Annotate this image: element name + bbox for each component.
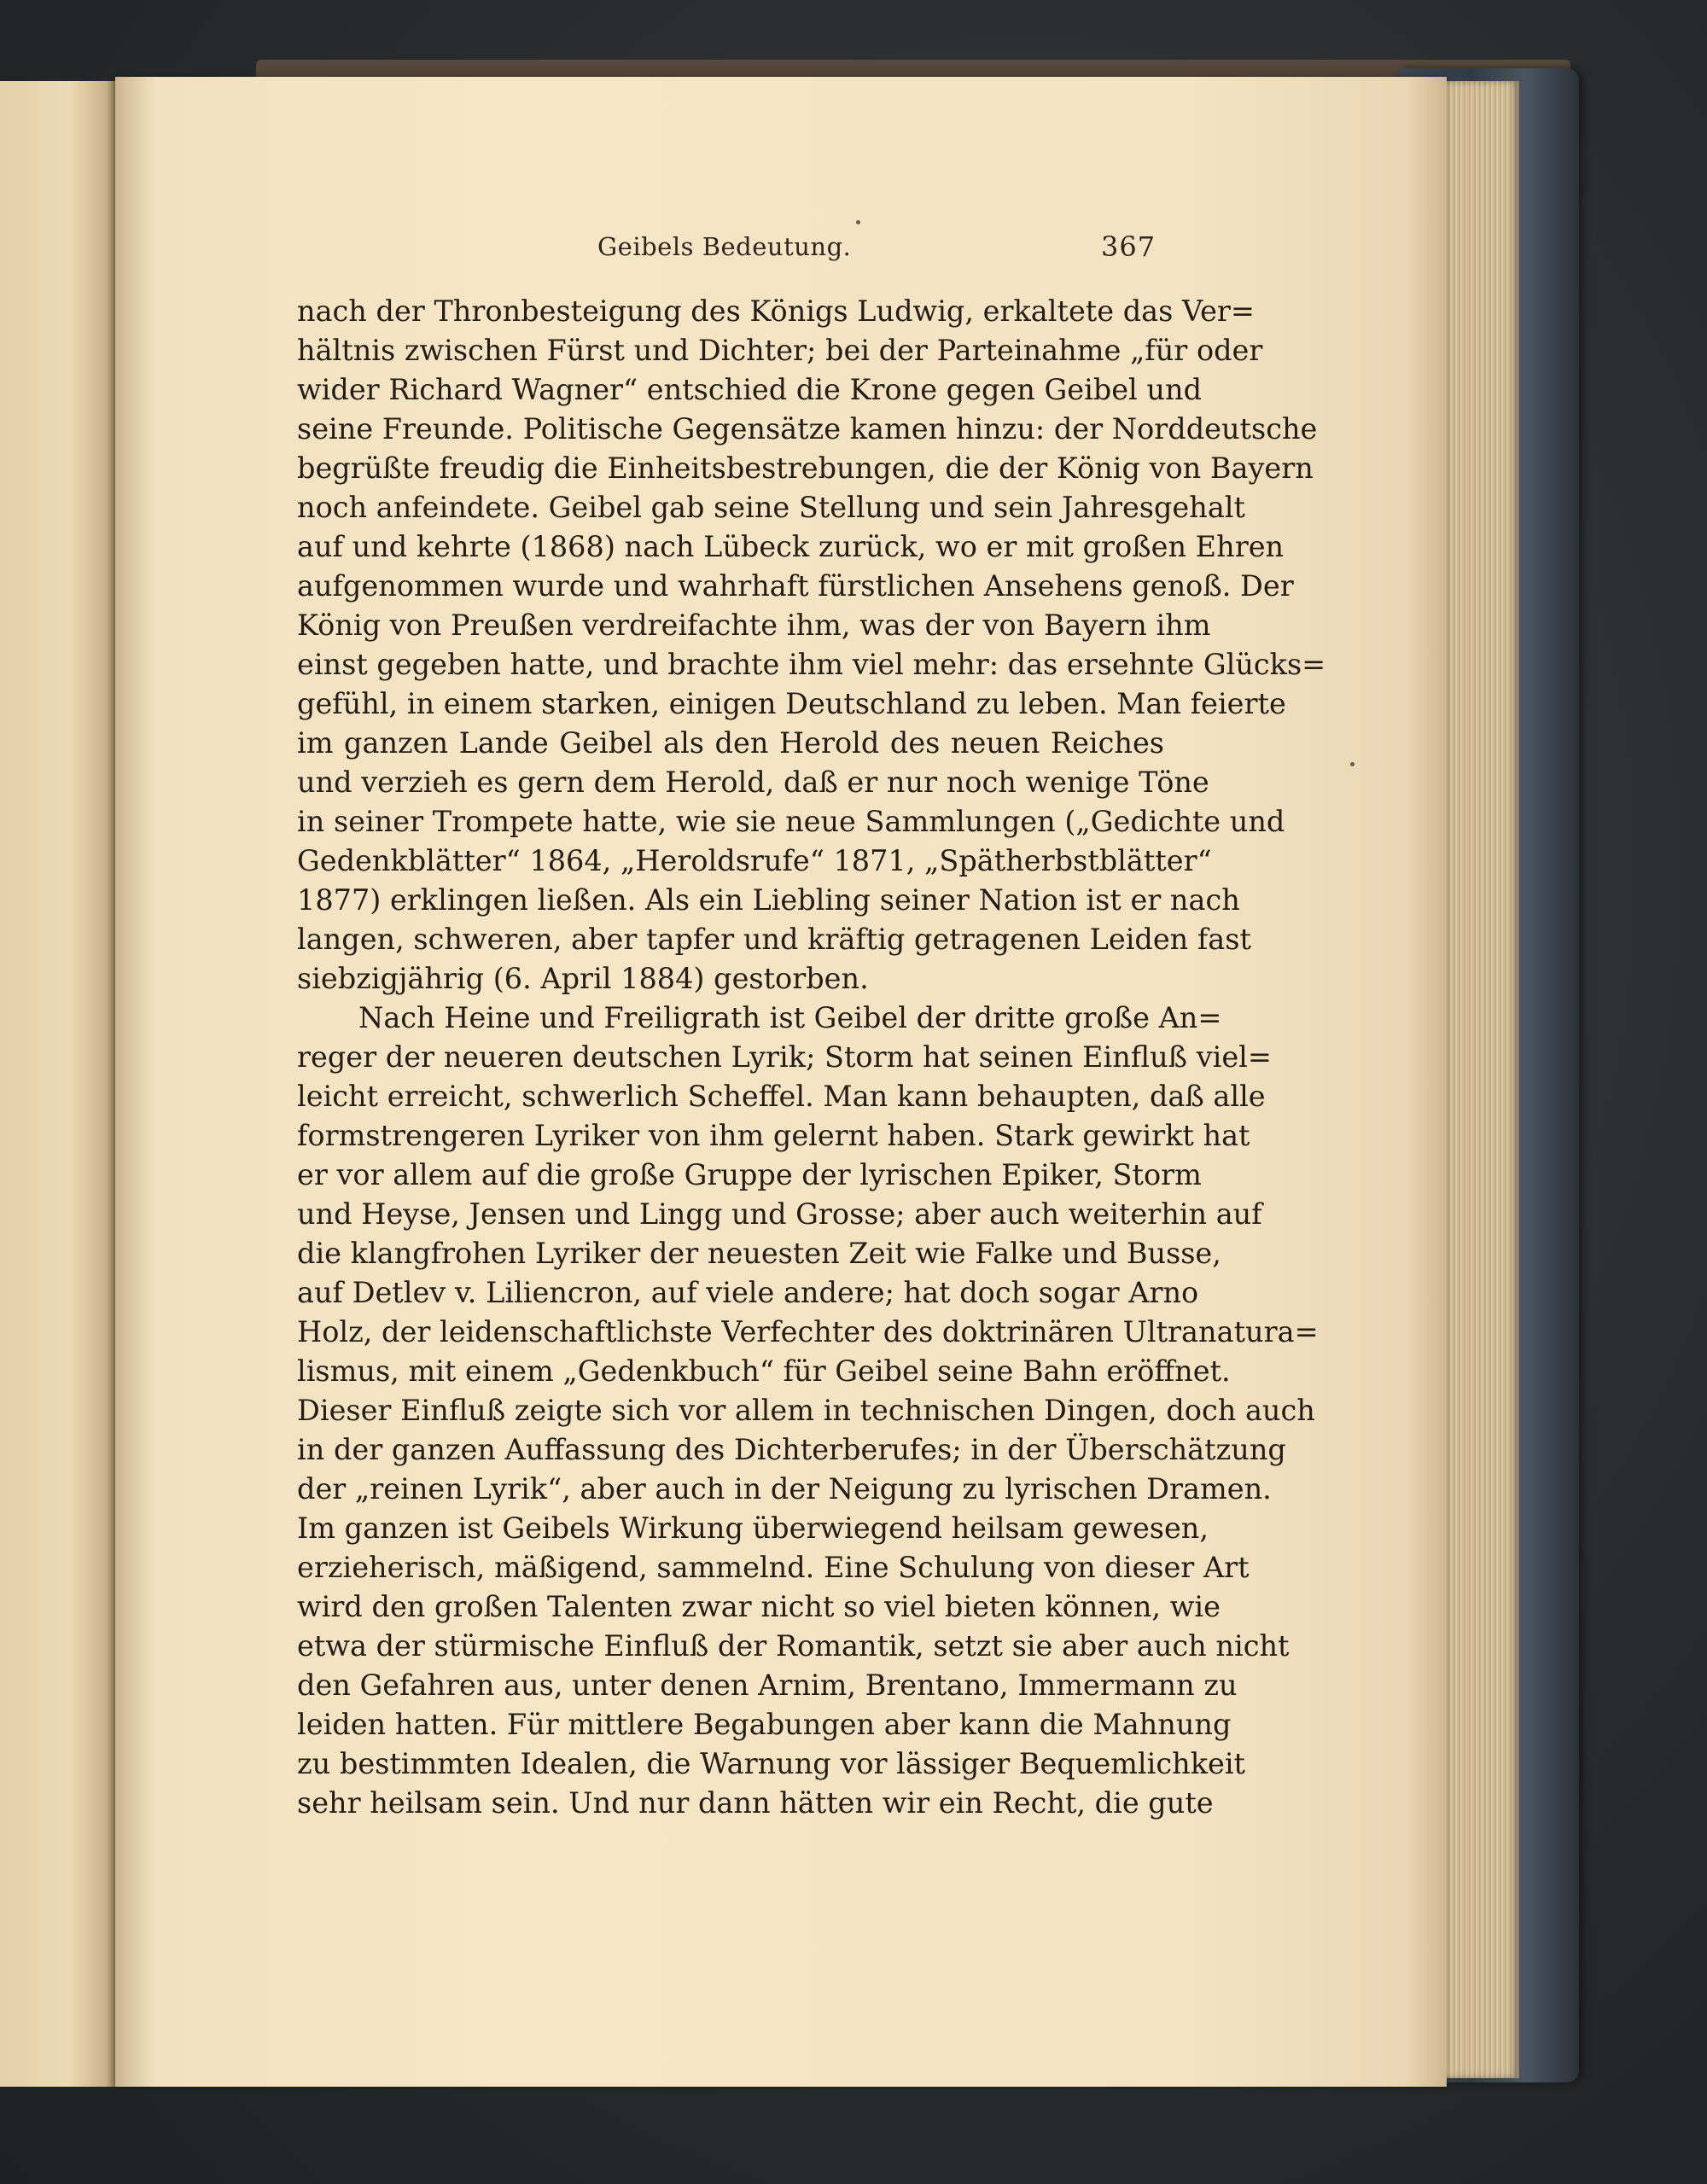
- text-line-paragraph-end: siebzigjährig (6. April 1884) gestorben.: [297, 962, 869, 995]
- text-line: in der ganzen Auffassung des Dichterberufes; in der Überschätzung: [297, 1433, 1286, 1466]
- text-line: wird den großen Talenten zwar nicht so viel bieten können, wie: [297, 1590, 1221, 1623]
- dust-speck: [856, 220, 860, 224]
- text-line: begrüßte freudig die Einheitsbestrebungen, die der König von Bayern: [297, 451, 1314, 485]
- text-line: er vor allem auf die große Gruppe der lyrischen Epiker, Storm: [297, 1158, 1202, 1191]
- text-line: langen, schweren, aber tapfer und kräftig getragenen Leiden fast: [297, 923, 1251, 956]
- text-line: gefühl, in einem starken, einigen Deutschland zu leben. Man feierte: [297, 687, 1286, 720]
- text-line: und verzieh es gern dem Herold, daß er nur noch wenige Töne: [297, 766, 1209, 799]
- text-line: seine Freunde. Politische Gegensätze kamen hinzu: der Norddeutsche: [297, 412, 1318, 446]
- text-line: leiden hatten. Für mittlere Begabungen aber kann die Mahnung: [297, 1708, 1232, 1741]
- text-line: noch anfeindete. Geibel gab seine Stellung und sein Jahresgehalt: [297, 491, 1245, 524]
- text-line: Gedenkblätter“ 1864, „Heroldsrufe“ 1871, „Spätherbstblätter“: [297, 844, 1212, 877]
- text-line: im ganzen Lande Geibel als den Herold des neuen Reiches: [297, 726, 1164, 760]
- text-line: auf und kehrte (1868) nach Lübeck zurück, wo er mit großen Ehren: [297, 530, 1285, 563]
- text-line: nach der Thronbesteigung des Königs Ludwig, erkaltete das Ver=: [297, 294, 1255, 328]
- text-line: erzieherisch, mäßigend, sammelnd. Eine Schulung von dieser Art: [297, 1551, 1250, 1584]
- text-line: zu bestimmten Idealen, die Warnung vor lässiger Bequemlichkeit: [297, 1747, 1245, 1780]
- text-line: den Gefahren aus, unter denen Arnim, Brentano, Immermann zu: [297, 1669, 1238, 1702]
- text-line: Im ganzen ist Geibels Wirkung überwiegend heilsam gewesen,: [297, 1511, 1209, 1545]
- text-line: 1877) erklingen ließen. Als ein Liebling seiner Nation ist er nach: [297, 883, 1240, 917]
- text-line-paragraph-start: Nach Heine und Freiligrath ist Geibel der dritte große An=: [358, 1001, 1222, 1034]
- text-line: und Heyse, Jensen und Lingg und Grosse; aber auch weiterhin auf: [297, 1197, 1262, 1231]
- text-line: lismus, mit einem „Gedenkbuch“ für Geibel seine Bahn eröffnet.: [297, 1354, 1231, 1388]
- page-number: 367: [1101, 230, 1156, 263]
- text-line: reger der neueren deutschen Lyrik; Storm hat seinen Einfluß viel=: [297, 1040, 1272, 1074]
- text-line: der „reinen Lyrik“, aber auch in der Neigung zu lyrischen Dramen.: [297, 1472, 1272, 1506]
- text-line: in seiner Trompete hatte, wie sie neue Sammlungen („Gedichte und: [297, 805, 1285, 838]
- text-line: die klangfrohen Lyriker der neuesten Zeit wie Falke und Busse,: [297, 1237, 1221, 1270]
- text-line: einst gegeben hatte, und brachte ihm viel mehr: das ersehnte Glücks=: [297, 648, 1326, 681]
- left-page-edge: [0, 81, 115, 2087]
- running-head: Geibels Bedeutung.: [597, 232, 852, 261]
- body-text: [297, 292, 1326, 1823]
- text-line: auf Detlev v. Liliencron, auf viele andere; hat doch sogar Arno: [297, 1276, 1199, 1309]
- text-line: etwa der stürmische Einfluß der Romantik, setzt sie aber auch nicht: [297, 1629, 1290, 1663]
- text-line: aufgenommen wurde und wahrhaft fürstlichen Ansehens genoß. Der: [297, 569, 1294, 603]
- text-line: sehr heilsam sein. Und nur dann hätten wir ein Recht, die gute: [297, 1786, 1214, 1820]
- text-line: Holz, der leidenschaftlichste Verfechter des doktrinären Ultranatura=: [297, 1315, 1319, 1348]
- text-line: wider Richard Wagner“ entschied die Krone gegen Geibel und: [297, 373, 1203, 406]
- text-line: leicht erreicht, schwerlich Scheffel. Man kann behaupten, daß alle: [297, 1080, 1266, 1113]
- text-line: hältnis zwischen Fürst und Dichter; bei der Parteinahme „für oder: [297, 334, 1263, 367]
- text-line: König von Preußen verdreifachte ihm, was der von Bayern ihm: [297, 609, 1211, 642]
- text-line: formstrengeren Lyriker von ihm gelernt haben. Stark gewirkt hat: [297, 1119, 1250, 1152]
- text-line: Dieser Einfluß zeigte sich vor allem in technischen Dingen, doch auch: [297, 1394, 1315, 1427]
- dust-speck: [1350, 762, 1355, 766]
- page-edges: [1442, 81, 1519, 2078]
